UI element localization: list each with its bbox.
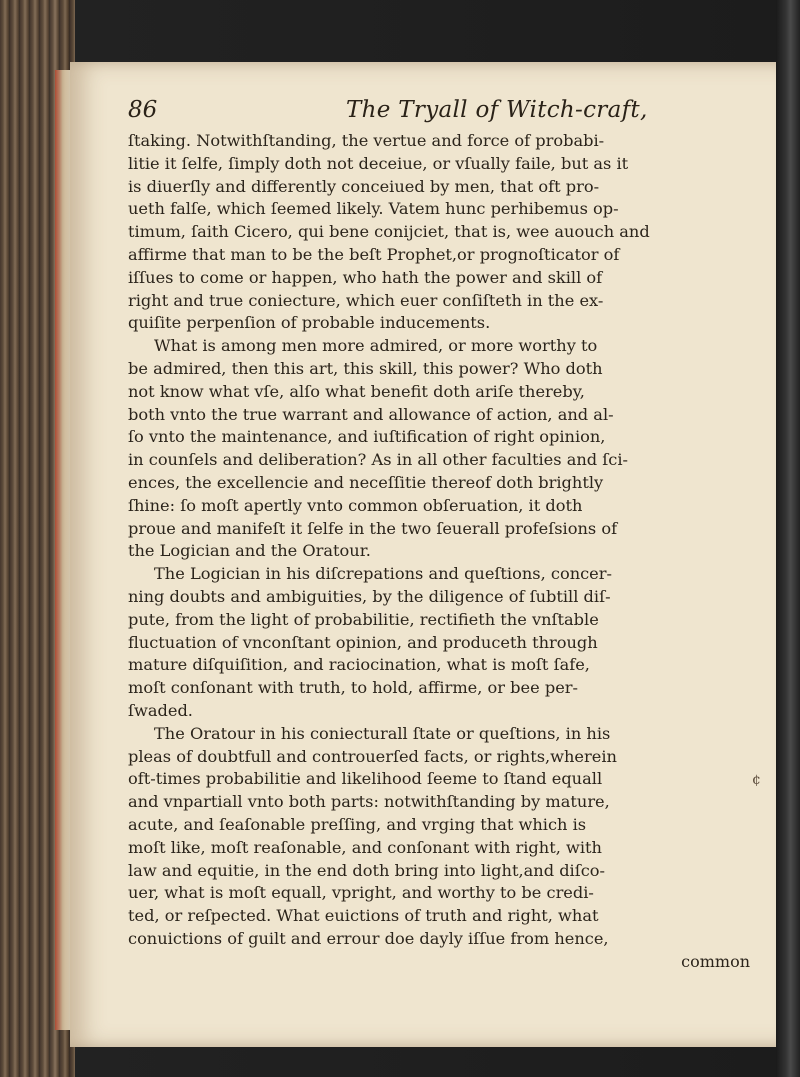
text-line: proue and manifeſt it ſelfe in the two ſeuerall profeſsions of	[128, 518, 618, 538]
text-line: ning doubts and ambiguities, by the diligence of ſubtill diſ-	[128, 586, 611, 606]
text-line: The Oratour in his coniecturall ſtate or queſtions, in his	[154, 723, 611, 743]
text-line: not know what vſe, alſo what benefit doth ariſe thereby,	[128, 381, 585, 401]
text-line: and vnpartiall vnto both parts: notwithſtanding by mature,	[128, 792, 610, 812]
text-line: ſtaking. Notwithſtanding, the vertue and force of probabi-	[128, 131, 605, 150]
page-header	[128, 97, 768, 127]
text-line: ſhine: ſo moſt apertly vnto common obſeruation, it doth	[128, 495, 583, 515]
text-line: affirme that man to be the beſt Prophet,or prognoſticator of	[128, 244, 620, 264]
text-line: is diuerſly and differently conceiued by men, that oft pro-	[128, 176, 600, 196]
text-line: right and true coniecture, which euer conſiſteth in the ex-	[128, 290, 604, 310]
text-line: moſt like, moſt reaſonable, and conſonant with right, with	[128, 837, 602, 857]
scan-right-edge	[776, 0, 800, 1077]
page-number: 86	[128, 97, 158, 123]
text-line: ences, the excellencie and neceſſitie thereof doth brightly	[128, 472, 604, 492]
text-line: uer, what is moſt equall, vpright, and worthy to be credi-	[128, 883, 594, 903]
text-line: The Logician in his diſcrepations and queſtions, concer-	[154, 564, 612, 584]
text-line: quiſite perpenſion of probable inducements.	[128, 313, 491, 333]
text-line: acute, and ſeaſonable preſſing, and vrging that which is	[128, 814, 587, 834]
text-line: law and equitie, in the end doth bring into light,and diſco-	[128, 860, 606, 880]
text-line: pleas of doubtfull and controuerſed facts, or rights,wherein	[128, 746, 617, 766]
text-line: pute, from the light of probabilitie, rectifieth the vnſtable	[128, 609, 599, 629]
text-line: conuictions of guilt and errour doe dayly iſſue from hence,	[128, 928, 609, 948]
text-line: moſt conſonant with truth, to hold, affirme, or bee per-	[128, 678, 578, 698]
text-line: mature diſquiſition, and raciocination, what is moſt ſafe,	[128, 655, 590, 675]
text-line: iſſues to come or happen, who hath the power and skill of	[128, 267, 603, 287]
catchword: common	[681, 951, 750, 971]
text-line: fluctuation of vnconſtant opinion, and produceth through	[128, 632, 598, 652]
text-line: ueth falſe, which ſeemed likely. Vatem hunc perhibemus op-	[128, 199, 619, 219]
text-line: ſo vnto the maintenance, and iuſtification of right opinion,	[128, 427, 606, 447]
running-title: The Tryall of Witch-craft,	[346, 97, 648, 123]
margin-mark: ¢	[752, 772, 761, 788]
text-line: What is among men more admired, or more worthy to	[154, 336, 598, 356]
text-line: timum, ſaith Cicero, qui bene conijciet, that is, wee auouch and	[128, 222, 650, 242]
text-line: in counſels and deliberation? As in all other faculties and ſci-	[128, 450, 628, 470]
text-line: the Logician and the Oratour.	[128, 541, 371, 561]
text-line: ſwaded.	[128, 700, 193, 720]
text-line: oft-times probabilitie and likelihood ſeeme to ſtand equall	[128, 769, 603, 789]
text-line: be admired, then this art, this skill, this power? Who doth	[128, 358, 603, 378]
text-line: ted, or reſpected. What euictions of truth and right, what	[128, 906, 599, 926]
text-line: litie it ſelfe, ſimply doth not deceiue, or vſually faile, but as it	[128, 153, 629, 173]
body-text	[128, 130, 768, 973]
text-line: both vnto the true warrant and allowance of action, and al-	[128, 404, 614, 424]
